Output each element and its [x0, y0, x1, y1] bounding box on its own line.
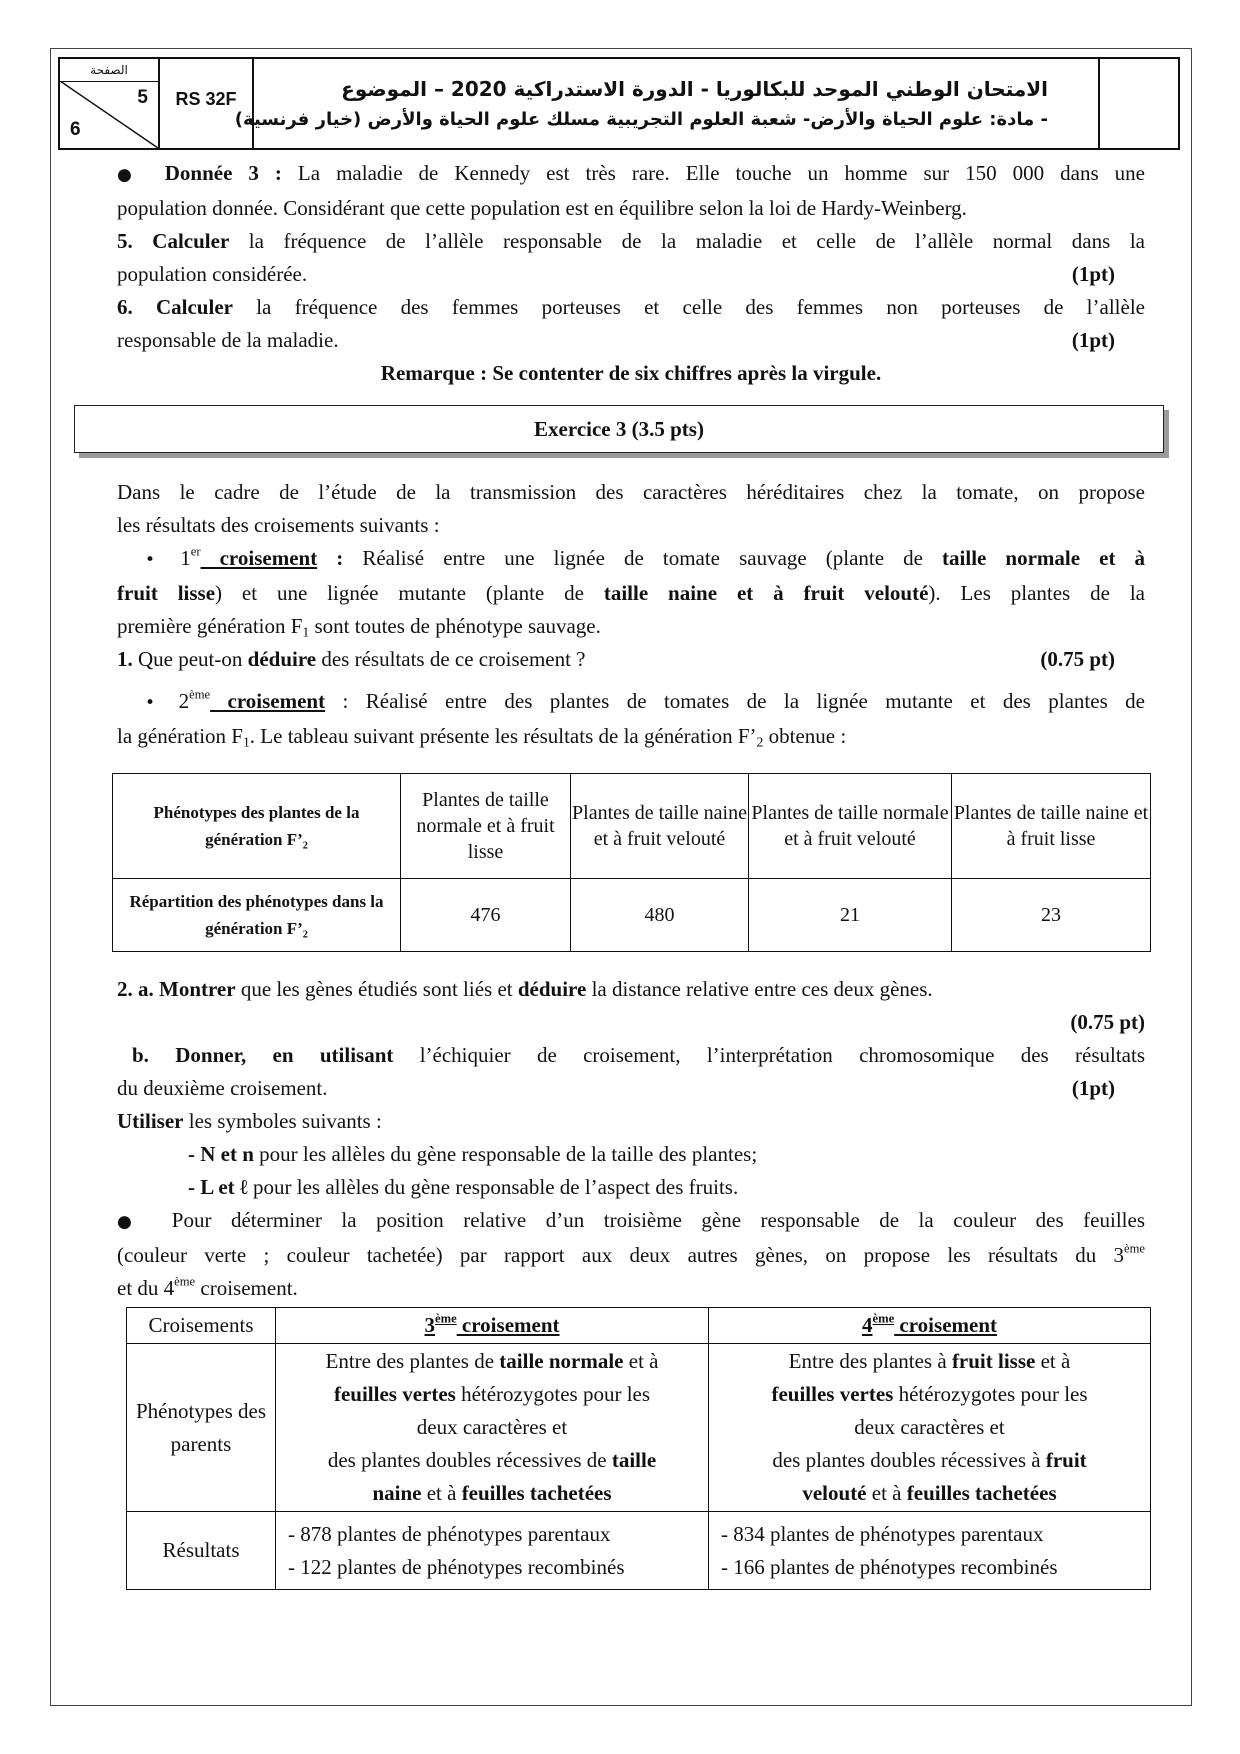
page-number-cell — [60, 59, 160, 148]
text-run: b. Donner, en utilisant — [132, 1043, 394, 1067]
text-run: Pour déterminer la position relative d’un troisième gène responsable de la couleur des feuilles — [171, 1208, 1145, 1232]
text-run: croisement — [456, 1313, 560, 1337]
f2-results-table — [112, 773, 1151, 952]
text-line — [277, 1444, 707, 1477]
text-run: croisement. — [195, 1276, 298, 1300]
text-line — [117, 1204, 1145, 1239]
text-run: ème — [189, 687, 211, 702]
donnee-3-block — [117, 157, 1145, 390]
question-1-points: (0.75 pt) — [1040, 647, 1115, 671]
exam-title: الامتحان الوطني الموحد للبكالوريا - الدورة الاستدراكية 2020 – الموضوع — [341, 77, 1048, 101]
text-run: 2 — [178, 689, 190, 713]
table-header-cross-4 — [709, 1308, 1151, 1344]
text-run: naine — [372, 1481, 422, 1505]
text-run: - L et ℓ — [188, 1175, 248, 1199]
text-run: et à — [866, 1481, 907, 1505]
text-run: croisement — [200, 546, 318, 570]
question-2b-points: (1pt) — [1071, 1076, 1115, 1100]
text-run: des plantes doubles récessives à — [772, 1448, 1046, 1472]
text-run: deux caractères et — [854, 1415, 1005, 1439]
text-run: fruit lisse — [117, 581, 216, 605]
text-run: ● — [117, 165, 159, 185]
symbol-n — [117, 1138, 1145, 1171]
text-run: fruit — [1045, 1448, 1087, 1472]
text-run: velouté — [802, 1481, 867, 1505]
text-run: Donnée 3 : — [164, 161, 282, 185]
text-run: feuilles vertes — [771, 1382, 894, 1406]
cross-3-parents — [276, 1344, 709, 1512]
text-run: er — [190, 544, 201, 559]
subject-code: RS 32F — [175, 89, 237, 109]
text-run: pour les allèles du gène responsable de l’aspect des fruits. — [247, 1175, 739, 1199]
text-run: feuilles tachetées — [906, 1481, 1057, 1505]
text-run: 6. Calculer — [117, 295, 233, 319]
question-5-end — [117, 258, 1145, 291]
text-run: ème — [1124, 1241, 1145, 1256]
text-line — [117, 225, 1145, 258]
text-run: 2 — [756, 734, 764, 750]
text-run: ème — [872, 1311, 895, 1326]
text-run: ● — [117, 1212, 166, 1232]
text-run: 1. — [117, 647, 133, 671]
text-line — [710, 1378, 1149, 1411]
text-line — [710, 1444, 1149, 1477]
table-row-header: Répartition des phénotypes dans la génération F’₂ — [113, 879, 401, 952]
text-run: taille normale — [499, 1349, 624, 1373]
cross-1-description — [117, 542, 1145, 643]
text-run: ) et une lignée mutante (plante de — [215, 581, 604, 605]
text-run: ). Les plantes de la — [928, 581, 1145, 605]
row-label-results: Résultats — [127, 1512, 276, 1590]
question-6-end — [117, 324, 1145, 357]
current-page-number: 5 — [137, 87, 148, 108]
cross-3-results — [276, 1512, 709, 1590]
question-2a — [117, 973, 1145, 1006]
text-run: feuilles tachetées — [461, 1481, 612, 1505]
exam-subject: - مادة: علوم الحياة والأرض- شعبة العلوم التجريبية مسلك علوم الحياة والأرض (خيار فرنسية) — [234, 109, 1048, 130]
text-line — [117, 476, 1145, 509]
text-run: : Réalisé entre des plantes de tomates de la lignée mutante et des plantes de — [325, 689, 1145, 713]
question-5-points: (1pt) — [1071, 262, 1115, 286]
text-run: Entre des plantes à — [788, 1349, 952, 1373]
text-run: et à — [421, 1481, 462, 1505]
text-line — [117, 291, 1145, 324]
text-run: déduire — [517, 977, 587, 1001]
exam-header — [58, 57, 1180, 150]
text-run: taille normale et à — [942, 546, 1146, 570]
text-run: la distance relative entre ces deux gènes. — [586, 977, 933, 1001]
text-run: feuilles vertes — [333, 1382, 456, 1406]
list-item: - 878 plantes de phénotypes parentaux — [288, 1521, 611, 1546]
list-item: - 166 plantes de phénotypes recombinés — [721, 1554, 1058, 1579]
cross-2-description — [117, 685, 1145, 753]
donnee-3-paragraph — [117, 157, 1145, 225]
exam-title-cell — [234, 59, 1100, 148]
text-line — [117, 720, 1145, 753]
text-run: Utiliser — [117, 1109, 184, 1133]
question-1-text — [117, 643, 586, 676]
text-run: 1 — [242, 734, 250, 750]
table-cell: Plantes de taille normale et à fruit lisse — [401, 774, 571, 879]
text-run: la génération F — [117, 724, 243, 748]
question-6-last-line: responsable de la maladie. — [117, 328, 339, 352]
text-run: - N et n — [188, 1142, 254, 1166]
text-run: Réalisé entre une lignée de tomate sauvage (plante de — [343, 546, 943, 570]
table-cell: 476 — [401, 879, 571, 952]
text-run: taille — [611, 1448, 657, 1472]
list-item: - 122 plantes de phénotypes recombinés — [288, 1554, 625, 1579]
cross-4-parents — [709, 1344, 1151, 1512]
list-item: - 834 plantes de phénotypes parentaux — [721, 1521, 1044, 1546]
text-run: 2. a. Montrer — [117, 977, 236, 1001]
text-run: hétérozygotes pour les — [455, 1382, 651, 1406]
text-run: la fréquence de l’allèle responsable de la maladie et celle de l’allèle normal dans la — [229, 229, 1145, 253]
text-run: les symboles suivants : — [183, 1109, 382, 1133]
question-1 — [117, 643, 1145, 676]
text-run: obtenue : — [763, 724, 847, 748]
text-line — [277, 1411, 707, 1444]
text-run: (couleur verte ; couleur tachetée) par rapport aux deux autres gènes, on propose les résultats du 3 — [117, 1243, 1125, 1267]
text-run: • — [145, 550, 175, 570]
text-run: l’échiquier de croisement, l’interprétation chromosomique des résultats — [393, 1043, 1146, 1067]
text-run: 3 — [424, 1313, 435, 1337]
text-line — [117, 509, 1145, 542]
text-run: sont toutes de phénotype sauvage. — [309, 614, 601, 638]
total-page-number: 6 — [70, 119, 81, 140]
text-run: les résultats des croisements suivants : — [117, 513, 440, 537]
question-5-last-line: population considérée. — [117, 262, 308, 286]
table-cell: Plantes de taille naine et à fruit lisse — [952, 774, 1151, 879]
third-gene-paragraph — [117, 1204, 1145, 1305]
text-run: 5. Calculer — [117, 229, 230, 253]
text-line — [277, 1477, 707, 1510]
header-empty-cell — [1100, 59, 1180, 148]
question-2a-points: (0.75 pt) — [1070, 1010, 1145, 1034]
question-6-points: (1pt) — [1071, 328, 1115, 352]
text-line — [117, 577, 1145, 610]
row-label-parents: Phénotypes des parents — [127, 1344, 276, 1512]
table-cell: Plantes de taille normale et à fruit velouté — [749, 774, 952, 879]
text-run: Entre des plantes de — [325, 1349, 500, 1373]
text-line — [117, 157, 1145, 192]
table-cell: 480 — [571, 879, 749, 952]
cross-4-results — [709, 1512, 1151, 1590]
text-run: population donnée. Considérant que cette population est en équilibre selon la loi de Hardy-Weinberg. — [117, 196, 967, 220]
text-run: ème — [435, 1311, 457, 1326]
text-line — [277, 1345, 707, 1378]
text-run: croisement — [894, 1313, 997, 1337]
exercise-3-title: Exercice 3 (3.5 pts) — [74, 405, 1164, 453]
text-line — [117, 1239, 1145, 1272]
table-header-cross-3 — [276, 1308, 709, 1344]
text-run: fruit lisse — [951, 1349, 1036, 1373]
subject-code-cell — [160, 59, 254, 148]
table-cell: Plantes de taille naine et à fruit velouté — [571, 774, 749, 879]
table-cell: 21 — [749, 879, 952, 952]
text-run: taille naine et à fruit velouté — [603, 581, 929, 605]
question-2b-last-line: du deuxième croisement. — [117, 1076, 328, 1100]
table-header-croisements: Croisements — [127, 1308, 276, 1344]
text-run: hétérozygotes pour les — [893, 1382, 1088, 1406]
intro-paragraph — [117, 476, 1145, 542]
text-run: . Le tableau suivant présente les résultats de la génération F’ — [249, 724, 757, 748]
text-run: ème — [174, 1274, 196, 1289]
text-line — [710, 1477, 1149, 1510]
text-run: la fréquence des femmes porteuses et celle des femmes non porteuses de l’allèle — [232, 295, 1145, 319]
text-run: deux caractères et — [416, 1415, 568, 1439]
text-line — [117, 610, 1145, 643]
text-run: déduire — [247, 647, 317, 671]
symbol-l — [117, 1171, 1145, 1204]
text-run: et à — [623, 1349, 659, 1373]
text-run: des plantes doubles récessives de — [327, 1448, 612, 1472]
question-2a-points-row — [117, 1006, 1145, 1039]
text-line — [277, 1378, 707, 1411]
text-line — [710, 1345, 1149, 1378]
text-run: des résultats de ce croisement ? — [316, 647, 586, 671]
symbols-intro — [117, 1105, 1145, 1138]
text-line — [710, 1411, 1149, 1444]
crosses-3-4-table — [126, 1307, 1151, 1590]
text-line — [117, 192, 1145, 225]
text-run: Que peut-on — [132, 647, 248, 671]
text-run: et du 4 — [117, 1276, 175, 1300]
text-run: pour les allèles du gène responsable de la taille des plantes; — [253, 1142, 758, 1166]
question-2b-end — [117, 1072, 1145, 1105]
question-5 — [117, 225, 1145, 258]
text-line — [117, 1272, 1145, 1305]
text-line — [117, 685, 1145, 720]
exercise-3-intro — [117, 476, 1145, 753]
question-2-block — [117, 973, 1145, 1305]
text-run: 1 — [180, 546, 191, 570]
text-run: : — [317, 546, 344, 570]
text-run: 1 — [302, 624, 310, 640]
page-label: الصفحة — [60, 59, 158, 82]
text-run: que les gènes étudiés sont liés et — [235, 977, 518, 1001]
remark: Remarque : Se contenter de six chiffres après la virgule. — [380, 361, 882, 385]
text-run: • — [145, 693, 173, 713]
text-run: croisement — [210, 689, 326, 713]
table-row-header: Phénotypes des plantes de la génération F’₂ — [113, 774, 401, 879]
text-run: Dans le cadre de l’étude de la transmission des caractères héréditaires chez la tomate, on propose — [117, 480, 1145, 504]
text-run: 4 — [862, 1313, 873, 1337]
text-run: La maladie de Kennedy est très rare. Elle touche un homme sur 150 000 dans une — [281, 161, 1145, 185]
text-run: et à — [1035, 1349, 1071, 1373]
question-2b — [117, 1039, 1145, 1072]
text-line — [117, 542, 1145, 577]
table-cell: 23 — [952, 879, 1151, 952]
text-run: première génération F — [117, 614, 303, 638]
question-6 — [117, 291, 1145, 324]
